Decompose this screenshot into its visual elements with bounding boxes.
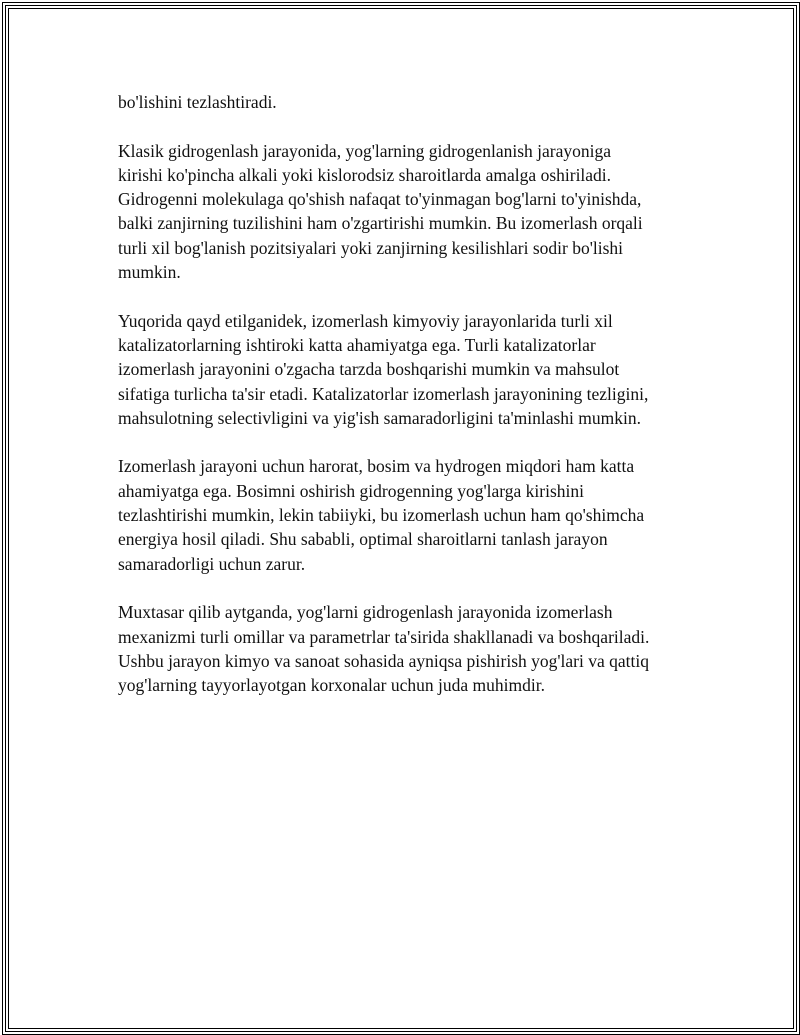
paragraph-1: bo'lishini tezlashtiradi. (118, 92, 277, 112)
paragraph-5: Muxtasar qilib aytganda, yog'larni gidrogenlash jarayonida izomerlash mexanizmi turli omillar va parametrlar ta'sirida shakllanadi va boshqariladi. Ushbu jarayon kimyo va sanoat sohasida ayniqsa pishirish yog'lari va qattiq yog'larning tayyorlayotgan korxonalar uchun juda muhimdir. (118, 602, 650, 696)
paragraph-3: Yuqorida qayd etilganidek, izomerlash kimyoviy jarayonlarida turli xil katalizatorlarning ishtiroki katta ahamiyatga ega. Turli katalizatorlar izomerlash jarayonini o'zgacha tarzda boshqarishi mumkin va mahsulot sifatiga turlicha ta'sir etadi. Katalizatorlar izomerlash jarayonining tezligini, mahsulotning selectivligini va yig'ish samaradorligini ta'minlashi mumkin. (118, 310, 649, 428)
paragraph-4: Izomerlash jarayoni uchun harorat, bosim va hydrogen miqdori ham katta ahamiyatga ega. Bosimni oshirish gidrogenning yog'larga kirishini tezlashtirishi mumkin, lekin tabiiyki, bu izomerlash uchun ham qo'shimcha energiya hosil qiladi. Shu sababli, optimal sharoitlarni tanlash jarayon samaradorligi uchun zarur. (118, 456, 645, 574)
document-body (118, 90, 688, 722)
paragraph-2: Klasik gidrogenlash jarayonida, yog'larning gidrogenlanish jarayoniga kirishi ko'pincha alkali yoki kislorodsiz sharoitlarda amalga oshiriladi. Gidrogenni molekulaga qo'shish nafaqat to'yinmagan bog'larni to'yinishda, balki zanjirning tuzilishini ham o'zgartirishi mumkin. Bu izomerlash orqali turli xil bog'lanish pozitsiyalari yoki zanjirning kesilishlari sodir bo'lishi mumkin. (118, 140, 643, 283)
